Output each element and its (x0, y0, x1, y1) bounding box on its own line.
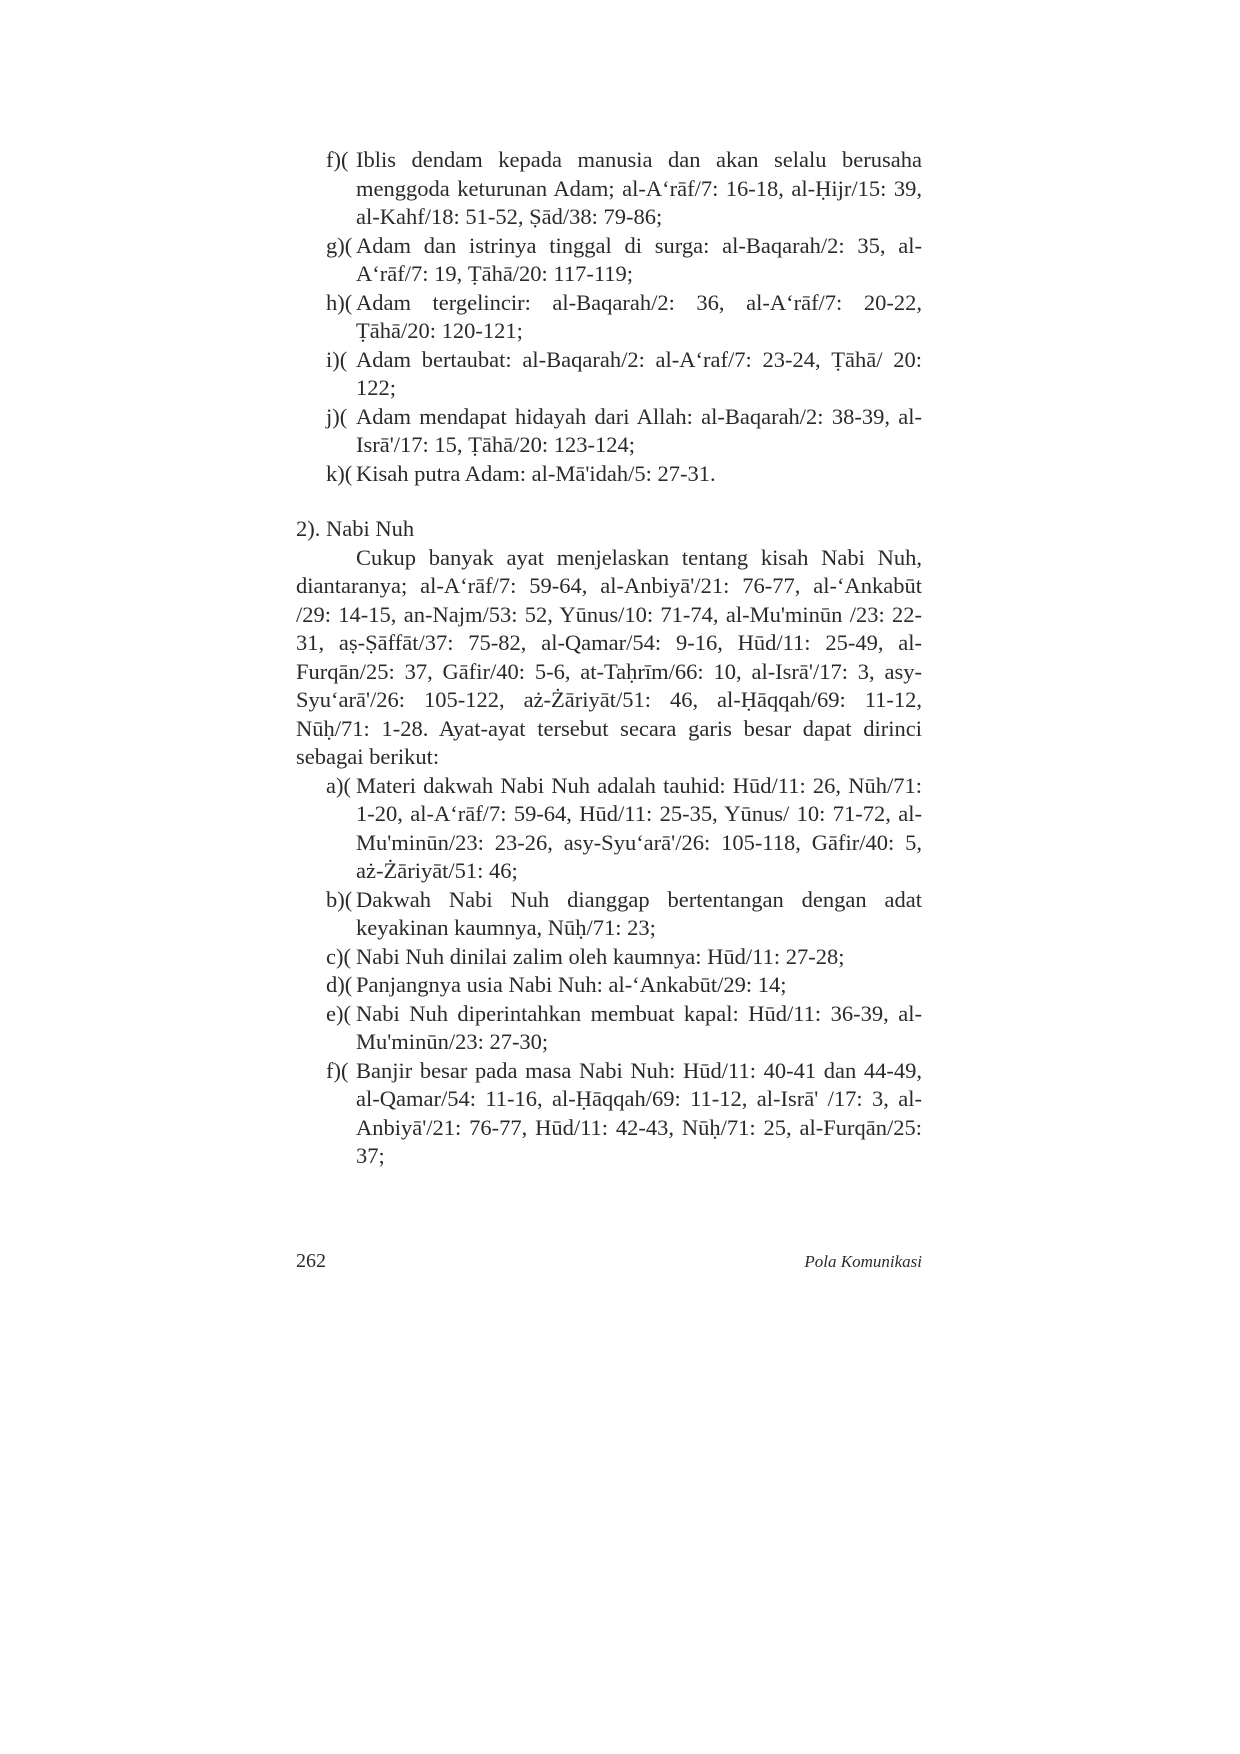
list-item (296, 943, 922, 972)
list-item-text: Dakwah Nabi Nuh dianggap bertentangan dengan adat keyakinan kaumnya, Nūḥ/71: 23; (356, 886, 922, 940)
page-footer (296, 1250, 922, 1280)
list-item-text: Panjangnya usia Nabi Nuh: al-‘Ankabūt/29: 14; (356, 972, 787, 997)
list-item (296, 146, 922, 232)
page-number: 262 (296, 1250, 326, 1272)
list-marker: a)( (326, 772, 351, 798)
list-item (296, 403, 922, 460)
list-marker: b)( (326, 886, 353, 912)
list-item-text: Adam bertaubat: al-Baqarah/2: al-A‘raf/7: 23-24, Ṭāhā/ 20: 122; (356, 346, 922, 400)
page-body (296, 146, 922, 1171)
list-marker: d)( (326, 972, 353, 997)
list-marker: h)( (326, 289, 353, 315)
section-nabi-nuh (296, 515, 922, 1171)
list-item-text: Adam mendapat hidayah dari Allah: al-Baqarah/2: 38-39, al-Isrā'/17: 15, Ṭāhā/20: 123-124; (356, 403, 922, 457)
list-marker: j)( (326, 403, 348, 429)
list-item (296, 971, 922, 1000)
adam-story-list (296, 146, 922, 488)
list-marker: i)( (326, 346, 348, 372)
nuh-story-list (296, 772, 922, 1171)
list-item-text: Materi dakwah Nabi Nuh adalah tauhid: Hūd/11: 26, Nūh/71: 1-20, al-A‘rāf/7: 59-64, Hūd/11: 25-35, Yūnus/ 10: 71-72, al-Mu'minūn/23: 23-26, asy-Syu‘arā'/26: 105-118, Gāfir/40: 5, aż-Żāriyāt/51: 46; (356, 772, 922, 883)
section-title: 2). Nabi Nuh (296, 516, 415, 541)
list-marker: g)( (326, 232, 353, 258)
list-item-text: Banjir besar pada masa Nabi Nuh: Hūd/11: 40-41 dan 44-49, al-Qamar/54: 11-16, al-Ḥāqqah/69: 11-12, al-Isrā' /17: 3, al-Anbiyā'/21: 76-77, Hūd/11: 42-43, Nūḥ/71: 25, al-Furqān/25: 37; (356, 1057, 922, 1168)
list-item-text: Adam dan istrinya tinggal di surga: al-Baqarah/2: 35, al-A‘rāf/7: 19, Ṭāhā/20: 117-119; (356, 232, 922, 286)
list-item (296, 346, 922, 403)
section-intro-paragraph: Cukup banyak ayat menjelaskan tentang kisah Nabi Nuh, diantaranya; al-A‘rāf/7: 59-64, al-Anbiyā'/21: 76-77, al-‘Ankabūt /29: 14-15, an-Najm/53: 52, Yūnus/10: 71-74, al-Mu'minūn /23: 22-31, aṣ-Ṣāffāt/37: 75-82, al-Qamar/54: 9-16, Hūd/11: 25-49, al-Furqān/25: 37, Gāfir/40: 5-6, at-Taḥrīm/66: 10, al-Isrā'/17: 3, asy-Syu‘arā'/26: 105-122, aż-Żāriyāt/51: 46, al-Ḥāqqah/69: 11-12, Nūḥ/71: 1-28. Ayat-ayat tersebut secara garis besar dapat dirinci sebagai berikut: (296, 544, 922, 769)
list-item-text: Adam tergelincir: al-Baqarah/2: 36, al-A‘rāf/7: 20-22, Ṭāhā/20: 120-121; (356, 289, 922, 343)
list-item-text: Nabi Nuh dinilai zalim oleh kaumnya: Hūd/11: 27-28; (356, 943, 845, 969)
list-item (296, 1057, 922, 1171)
list-marker: c)( (326, 943, 351, 969)
list-item (296, 232, 922, 289)
list-marker: f)( (326, 1057, 349, 1083)
list-marker: e)( (326, 1000, 351, 1026)
list-item-text: Iblis dendam kepada manusia dan akan selalu berusaha menggoda keturunan Adam; al-A‘rāf/7: 16-18, al-Ḥijr/15: 39, al-Kahf/18: 51-52, Ṣād/38: 79-86; (356, 147, 922, 229)
list-item (296, 289, 922, 346)
list-marker: f)( (326, 147, 349, 172)
list-item (296, 886, 922, 943)
running-title: Pola Komunikasi (804, 1252, 922, 1271)
list-item (296, 1000, 922, 1057)
list-item-text: Kisah putra Adam: al-Mā'idah/5: 27-31. (356, 460, 716, 486)
list-item (296, 460, 922, 489)
list-marker: k)( (326, 460, 353, 486)
list-item-text: Nabi Nuh diperintahkan membuat kapal: Hūd/11: 36-39, al-Mu'minūn/23: 27-30; (356, 1000, 922, 1054)
list-item (296, 772, 922, 886)
